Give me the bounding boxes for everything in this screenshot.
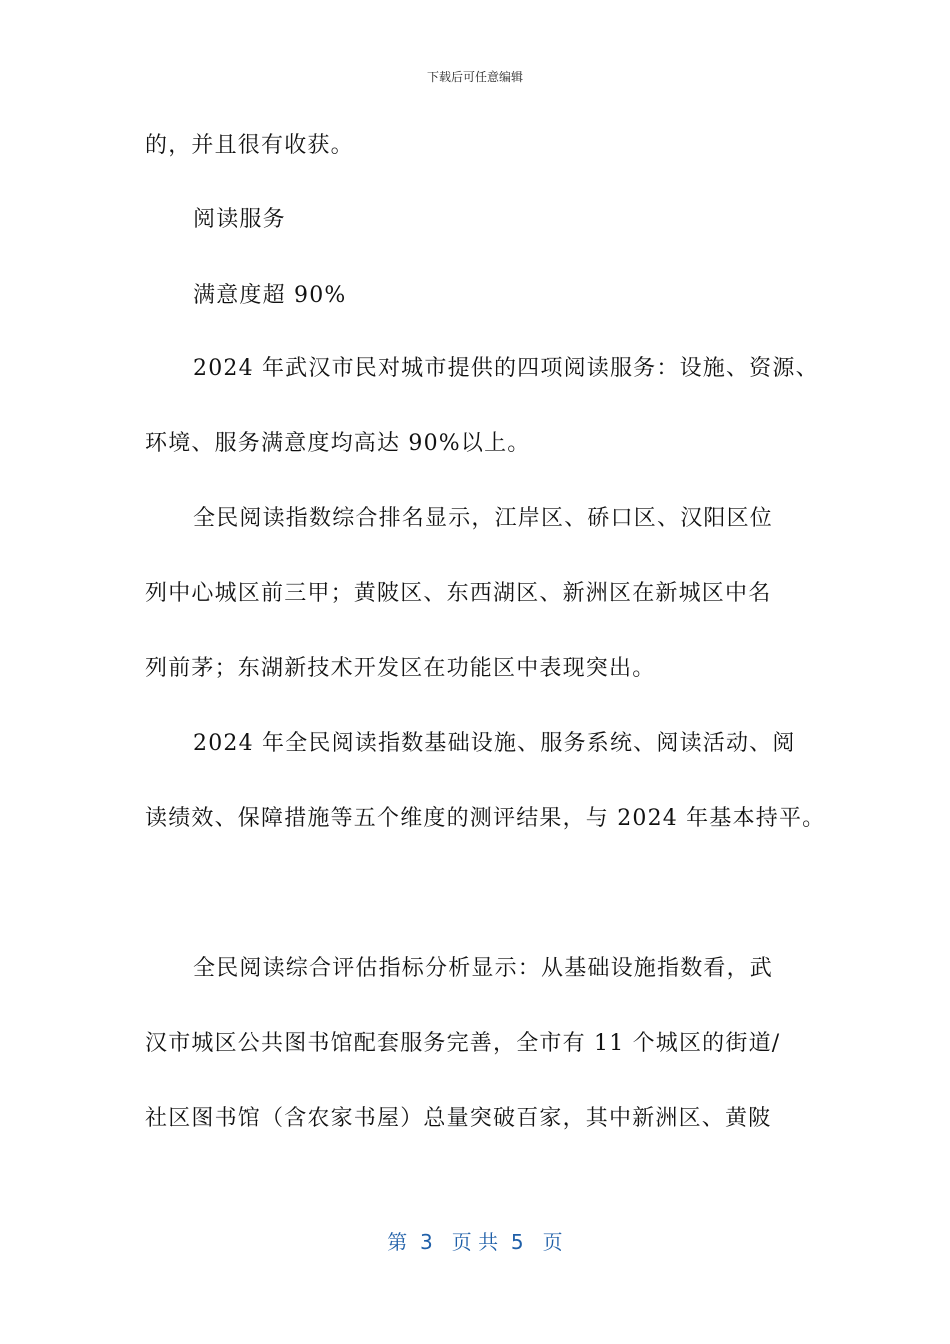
text-line: 的，并且很有收获。 [145,133,354,158]
text-line: 汉市城区公共图书馆配套服务完善，全市有 11 个城区的街道/ [145,1031,781,1056]
header-note: 下载后可任意编辑 [426,70,523,84]
text-line: 全民阅读指数综合排名显示，江岸区、硚口区、汉阳区位 [193,506,774,531]
text-line: 全民阅读综合评估指标分析显示：从基础设施指数看，武 [193,956,774,981]
text-line: 环境、服务满意度均高达 90%以上。 [145,431,531,456]
text-line: 读绩效、保障措施等五个维度的测评结果，与 2024 年基本持平。 [145,806,826,831]
text-line: 2024 年全民阅读指数基础设施、服务系统、阅读活动、阅 [193,731,796,756]
section-heading: 阅读服务 [193,207,286,232]
text-line: 社区图书馆（含农家书屋）总量突破百家，其中新洲区、黄陂 [145,1106,772,1131]
text-line: 2024 年武汉市民对城市提供的四项阅读服务：设施、资源、 [193,356,819,381]
page-number-footer: 第 3 页 共 5 页 [387,1230,563,1254]
text-line: 列前茅；东湖新技术开发区在功能区中表现突出。 [145,656,656,681]
section-subheading: 满意度超 90% [193,283,347,308]
text-line: 列中心城区前三甲；黄陂区、东西湖区、新洲区在新城区中名 [145,581,772,606]
